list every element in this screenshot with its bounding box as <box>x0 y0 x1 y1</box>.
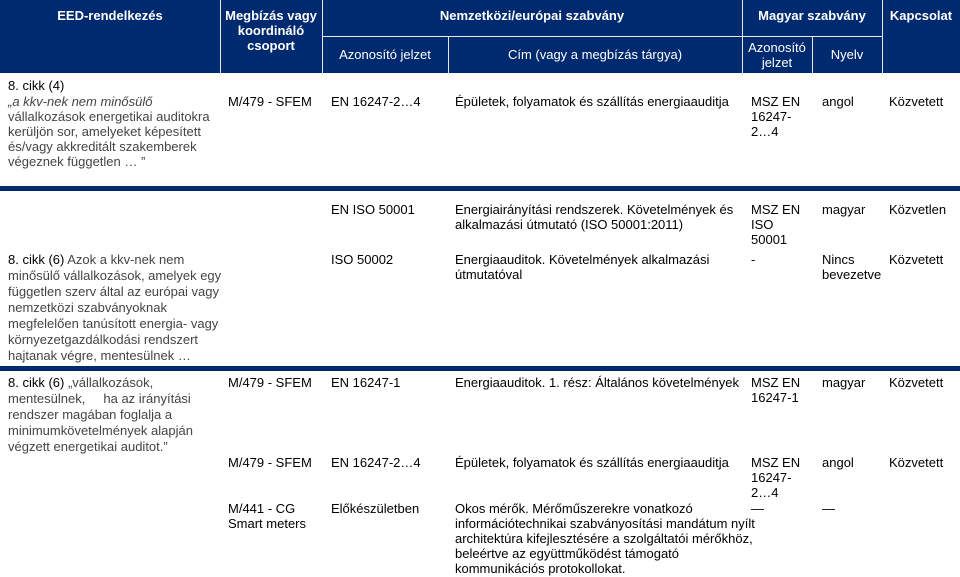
header-hu-id <box>742 40 812 70</box>
header-intl-id: Azonosító jelzet <box>339 47 431 62</box>
std-title-line: Energiairányítási rendszerek. Követelmények és <box>455 202 734 217</box>
provision-line: mentesülnek, ha az irányítási <box>8 391 191 406</box>
hu-id-line: ISO <box>751 217 774 232</box>
std-id-cell: EN 16247-1 <box>331 375 401 390</box>
header-intl-standard: Nemzetközi/európai szabvány <box>439 8 625 23</box>
provision-line: és/vagy akkreditált szakemberek <box>8 139 197 154</box>
std-id-cell: ISO 50002 <box>331 252 394 267</box>
provision-line: vállalkozások energetikai auditokra <box>8 109 210 124</box>
provision-line: független szerv által az európai vagy <box>8 284 220 299</box>
mandate-line: M/441 - CG <box>228 501 296 516</box>
lang-cell: magyar <box>822 202 866 217</box>
hu-id-line: 50001 <box>751 232 788 247</box>
lang-line: bevezetve <box>822 267 882 282</box>
provision-line: minősülő vállalkozások, amelyek egy <box>8 268 222 283</box>
link-cell: Közvetett <box>889 375 944 390</box>
link-cell: Közvetett <box>889 455 944 470</box>
std-id-cell: Előkészületben <box>331 501 420 516</box>
header-mandate-line3: csoport <box>247 38 295 53</box>
link-cell: Közvetett <box>889 94 944 109</box>
hu-id-line: MSZ EN <box>751 202 801 217</box>
header-mandate-group <box>220 8 322 53</box>
block-separator <box>0 186 960 191</box>
header-hu-id-line1: Azonosító <box>748 40 806 55</box>
provision-first-line <box>8 252 184 267</box>
mandate-line: Smart meters <box>228 516 307 531</box>
std-title-line: architektúra kifejlesztésére a szolgáltatói mérőkhöz, <box>455 531 753 546</box>
mandate-cell: M/479 - SFEM <box>228 94 312 109</box>
hu-id-cell: - <box>751 252 756 267</box>
std-title-cell: Épületek, folyamatok és szállítás energiaauditja <box>455 94 729 109</box>
block-separator <box>0 366 960 371</box>
header-intl-title: Cím (vagy a megbízás tárgya) <box>507 47 683 62</box>
std-id-cell: EN 16247-2…4 <box>331 94 421 109</box>
provision-line: kerüljön sor, amelyeket képesített <box>8 124 201 139</box>
table-header <box>0 0 960 73</box>
hu-id-cell: — <box>751 501 764 516</box>
provision-title: 8. cikk (6) <box>8 252 65 267</box>
mandate-cell: M/479 - SFEM <box>228 455 312 470</box>
provision-first-line <box>8 375 153 390</box>
header-eed-provision: EED-rendelkezés <box>57 8 163 23</box>
hu-id-line: 2…4 <box>751 124 779 139</box>
std-title-line: alkalmazási útmutató (ISO 50001:2011) <box>455 217 684 232</box>
provision-line: minimumkövetelmények alapján <box>8 423 193 438</box>
lang-cell: angol <box>822 455 854 470</box>
hu-id-line: 16247-1 <box>751 390 799 405</box>
hu-id-line: MSZ EN <box>751 375 801 390</box>
provision-line: „vállalkozások, <box>67 375 154 390</box>
provision-line: rendszer magában foglalja a <box>8 407 173 422</box>
provision-line: végzett energetikai auditot.” <box>8 439 168 454</box>
std-title-line: Energiaauditok. Követelmények alkalmazási <box>455 252 710 267</box>
header-link: Kapcsolat <box>889 8 953 23</box>
std-title-line: útmutatóval <box>455 267 523 282</box>
std-title-line: beleértve az együttműködést támogató <box>455 546 680 561</box>
std-id-cell: EN 16247-2…4 <box>331 455 421 470</box>
header-hu-id-line2: jelzet <box>761 55 793 70</box>
link-cell: Közvetett <box>889 252 944 267</box>
lang-cell: magyar <box>822 375 866 390</box>
provision-line: hajtanak végre, mentesülnek … <box>8 348 191 363</box>
provision-line: Azok a kkv-nek nem <box>67 252 185 267</box>
provision-title: 8. cikk (4) <box>8 78 65 93</box>
std-title-line: Okos mérők. Mérőműszerekre vonatkozó <box>455 501 693 516</box>
header-mandate-line1: Megbízás vagy <box>225 8 317 23</box>
link-cell: Közvetlen <box>889 202 947 217</box>
lang-line: Nincs <box>822 252 855 267</box>
provision-line: nemzetközi szabványoknak <box>8 300 167 315</box>
lang-cell: — <box>822 501 835 516</box>
provision-title: 8. cikk (6) <box>8 375 65 390</box>
header-mandate-line2: koordináló <box>237 23 305 38</box>
hu-id-line: MSZ EN <box>751 94 801 109</box>
std-title-cell: Energiaauditok. 1. rész: Általános követelmények <box>455 375 739 390</box>
hu-id-line: 2…4 <box>751 485 779 500</box>
provision-line: környezetgazdálkodási rendszert <box>8 332 199 347</box>
std-id-cell: EN ISO 50001 <box>331 202 415 217</box>
provision-line: megfelelően tanúsított energia- vagy <box>8 316 219 331</box>
lang-cell: angol <box>822 94 854 109</box>
provision-line: végeznek független … ” <box>8 154 146 169</box>
hu-id-line: MSZ EN <box>751 455 801 470</box>
std-title-line: információtechnikai szabványosítási mandátum nyílt <box>455 516 755 531</box>
mandate-cell: M/479 - SFEM <box>228 375 312 390</box>
header-hu-lang: Nyelv <box>830 47 864 62</box>
provision-line: „a kkv-nek nem minősülő <box>8 94 153 109</box>
std-title-line: kommunikációs protokollokat. <box>455 561 626 576</box>
header-hu-standard: Magyar szabvány <box>758 8 866 23</box>
hu-id-line: 16247- <box>751 470 792 485</box>
std-title-cell: Épületek, folyamatok és szállítás energiaauditja <box>455 455 729 470</box>
hu-id-line: 16247- <box>751 109 792 124</box>
